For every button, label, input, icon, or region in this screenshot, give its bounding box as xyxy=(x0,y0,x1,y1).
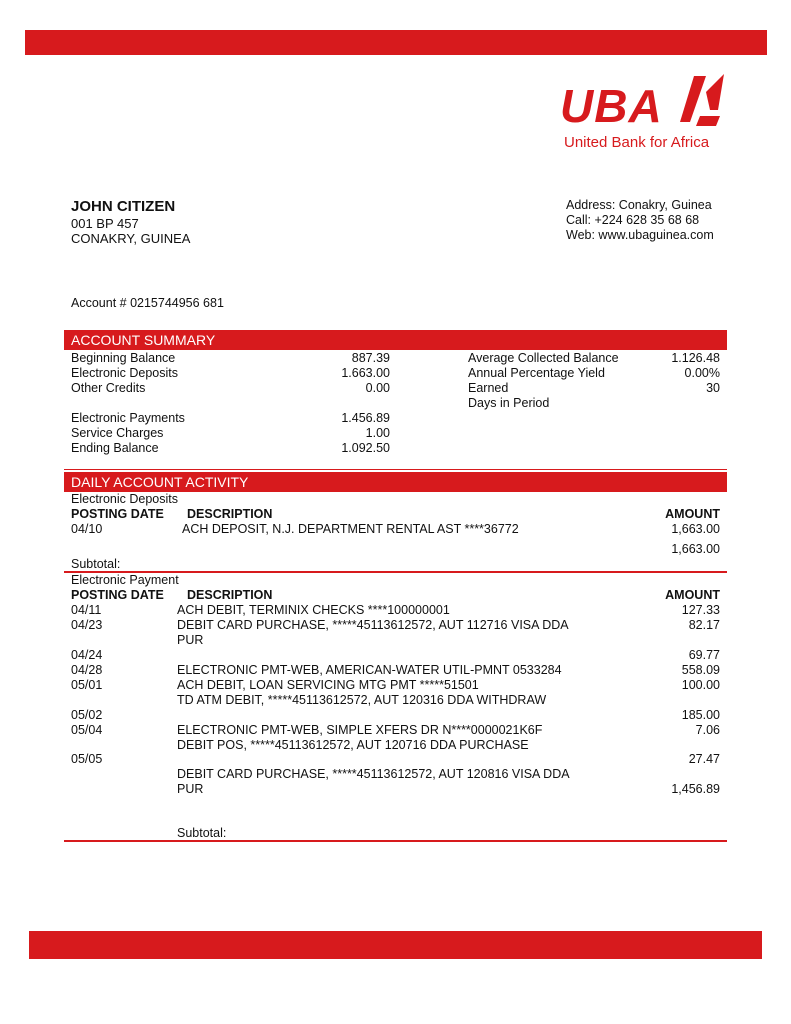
summary-value: 1.663.00 xyxy=(341,366,390,380)
customer-address-line2: CONAKRY, GUINEA xyxy=(71,231,191,246)
summary-value: 1.126.48 xyxy=(671,351,720,365)
payment-date: 05/04 xyxy=(71,723,103,737)
payment-date: 04/28 xyxy=(71,663,103,677)
account-summary-header: ACCOUNT SUMMARY xyxy=(64,330,727,350)
payment-date: 04/24 xyxy=(71,648,103,662)
payment-date: 05/05 xyxy=(71,752,103,766)
deposits-heading: Electronic Deposits xyxy=(71,492,178,506)
summary-value: 0.00% xyxy=(684,366,720,380)
daily-activity-header: DAILY ACCOUNT ACTIVITY xyxy=(64,472,727,492)
payment-description: ELECTRONIC PMT-WEB, SIMPLE XFERS DR N****0000021K6F xyxy=(177,723,543,737)
uba-emblem-icon xyxy=(676,70,726,128)
payment-description: ACH DEBIT, TERMINIX CHECKS ****100000001 xyxy=(177,603,450,617)
customer-address-line1: 001 BP 457 xyxy=(71,216,139,231)
payment-date: 04/11 xyxy=(71,603,102,617)
payment-amount: 7.06 xyxy=(695,723,720,737)
customer-name: JOHN CITIZEN xyxy=(71,198,176,215)
summary-label: Annual Percentage Yield xyxy=(468,366,605,380)
summary-value: 1.456.89 xyxy=(341,411,390,425)
bank-logo: UBA xyxy=(560,80,663,132)
summary-label: Days in Period xyxy=(468,396,550,410)
payments-heading: Electronic Payment xyxy=(71,573,179,587)
payment-description: DEBIT CARD PURCHASE, *****45113612572, AUT 112716 VISA DDA xyxy=(177,618,569,632)
deposit-date: 04/10 xyxy=(71,522,103,536)
account-number: Account # 0215744956 681 xyxy=(71,296,224,310)
payment-date: 05/01 xyxy=(71,678,103,692)
summary-label: Earned xyxy=(468,381,509,395)
summary-label: Electronic Payments xyxy=(71,411,185,425)
payments-subtotal-value: 1,456.89 xyxy=(671,782,720,796)
summary-label: Beginning Balance xyxy=(71,351,176,365)
col-amount: AMOUNT xyxy=(665,588,720,602)
payment-description: PUR xyxy=(177,633,204,647)
payment-date: 05/02 xyxy=(71,708,103,722)
summary-label: Service Charges xyxy=(71,426,164,440)
payment-date: 04/23 xyxy=(71,618,103,632)
col-posting-date: POSTING DATE xyxy=(71,588,164,602)
summary-value: 887.39 xyxy=(351,351,390,365)
bank-address: Address: Conakry, Guinea xyxy=(566,198,712,212)
summary-label: Electronic Deposits xyxy=(71,366,178,380)
payments-subtotal-label: Subtotal: xyxy=(177,826,227,840)
col-description: DESCRIPTION xyxy=(187,507,273,521)
payment-description: DEBIT POS, *****45113612572, AUT 120716 DDA PURCHASE xyxy=(177,738,529,752)
summary-value: 1.092.50 xyxy=(341,441,390,455)
col-posting-date: POSTING DATE xyxy=(71,507,164,521)
activity-divider xyxy=(64,469,727,470)
summary-value: 1.00 xyxy=(365,426,390,440)
payment-amount: 127.33 xyxy=(681,603,720,617)
summary-label: Average Collected Balance xyxy=(468,351,619,365)
bank-web: Web: www.ubaguinea.com xyxy=(566,228,714,242)
col-amount: AMOUNT xyxy=(665,507,720,521)
summary-value: 0.00 xyxy=(365,381,390,395)
summary-value: 30 xyxy=(706,381,720,395)
payments-rule xyxy=(64,840,727,842)
header-bar xyxy=(25,30,767,55)
deposits-subtotal-value: 1,663.00 xyxy=(671,542,720,556)
payment-amount: 69.77 xyxy=(688,648,720,662)
summary-label: Other Credits xyxy=(71,381,146,395)
summary-label: Ending Balance xyxy=(71,441,159,455)
bank-phone: Call: +224 628 35 68 68 xyxy=(566,213,700,227)
payment-description: DEBIT CARD PURCHASE, *****45113612572, AUT 120816 VISA DDA xyxy=(177,767,570,781)
payment-amount: 82.17 xyxy=(688,618,720,632)
payment-amount: 27.47 xyxy=(688,752,720,766)
bank-contact xyxy=(566,198,714,243)
payment-description: PUR xyxy=(177,782,204,796)
payment-amount: 100.00 xyxy=(681,678,720,692)
payment-description: ELECTRONIC PMT-WEB, AMERICAN-WATER UTIL-PMNT 0533284 xyxy=(177,663,562,677)
deposits-subtotal-label: Subtotal: xyxy=(71,557,121,571)
deposit-amount: 1,663.00 xyxy=(671,522,720,536)
payment-amount: 558.09 xyxy=(681,663,720,677)
deposit-description: ACH DEPOSIT, N.J. DEPARTMENT RENTAL AST ****36772 xyxy=(182,522,519,536)
col-description: DESCRIPTION xyxy=(187,588,273,602)
footer-bar xyxy=(29,931,762,959)
payment-description: ACH DEBIT, LOAN SERVICING MTG PMT *****51501 xyxy=(177,678,479,692)
payment-amount: 185.00 xyxy=(681,708,720,722)
payment-description: TD ATM DEBIT, *****45113612572, AUT 120316 DDA WITHDRAW xyxy=(177,693,547,707)
bank-subtitle: United Bank for Africa xyxy=(564,134,710,151)
